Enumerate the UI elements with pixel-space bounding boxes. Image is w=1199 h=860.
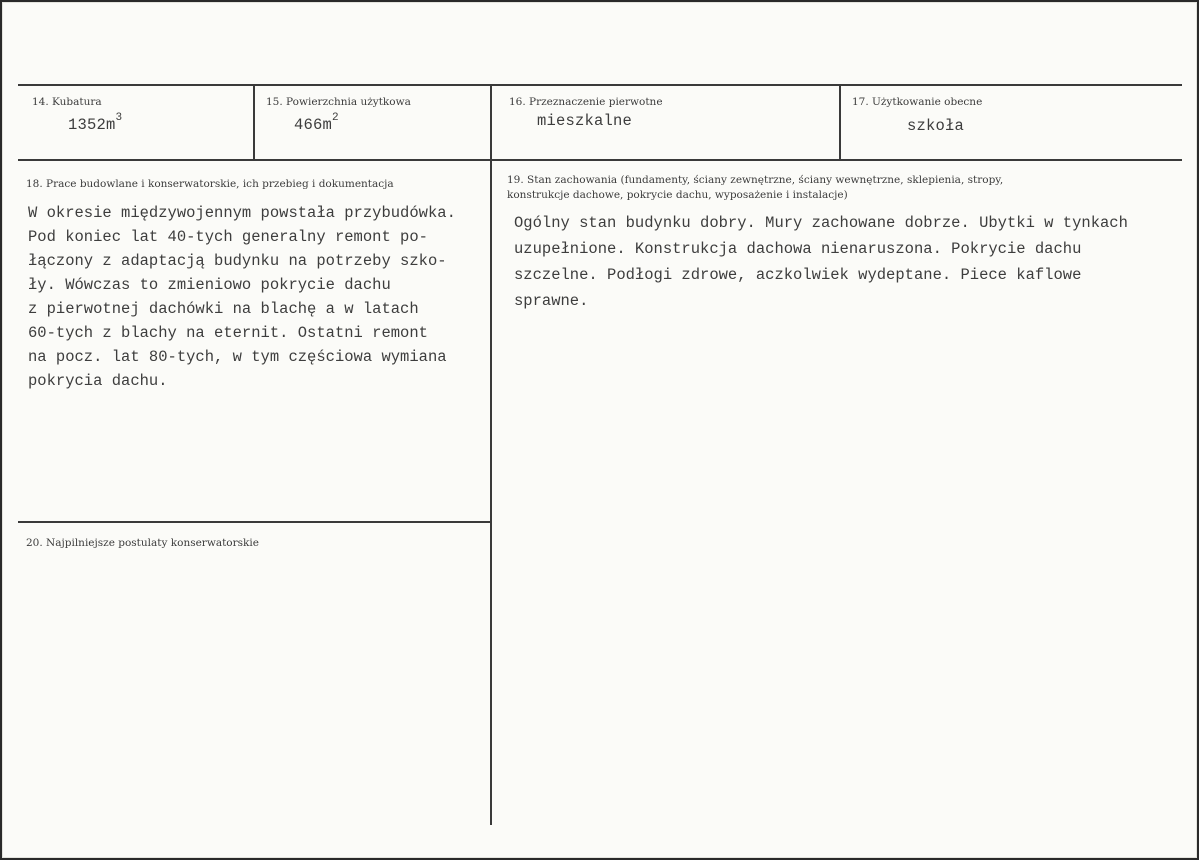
przeznaczenie-value: mieszkalne bbox=[537, 112, 633, 130]
powierzchnia-label: 15. Powierzchnia użytkowa bbox=[266, 96, 411, 108]
stan-line: szczelne. Podłogi zdrowe, aczkolwiek wydeptane. Piece kaflowe bbox=[514, 266, 1082, 284]
col-divider-1 bbox=[253, 85, 255, 160]
prace-text bbox=[28, 201, 456, 393]
prace-line: łączony z adaptacją budynku na potrzeby szko- bbox=[28, 252, 447, 270]
stan-line: uzupełnione. Konstrukcja dachowa nienaruszona. Pokrycie dachu bbox=[514, 240, 1082, 258]
przeznaczenie-label: 16. Przeznaczenie pierwotne bbox=[509, 96, 663, 108]
kubatura-value: $1352m^3$ bbox=[68, 112, 123, 134]
prace-line: ły. Wówczas to zmieniowo pokrycie dachu bbox=[28, 276, 391, 294]
prace-line: Pod koniec lat 40-tych generalny remont po- bbox=[28, 228, 428, 246]
stan-label-line1: 19. Stan zachowania (fundamenty, ściany zewnętrzne, ściany wewnętrzne, sklepienia, stropy, bbox=[507, 174, 1004, 186]
top-rule bbox=[18, 84, 1182, 86]
prace-line: W okresie międzywojennym powstała przybudówka. bbox=[28, 204, 456, 222]
row1-bottom-rule bbox=[18, 159, 1182, 161]
prace-line: na pocz. lat 80-tych, w tym częściowa wymiana bbox=[28, 348, 447, 366]
powierzchnia-value: $466m^2$ bbox=[294, 112, 339, 134]
stan-line: sprawne. bbox=[514, 292, 589, 310]
stan-label-line2: konstrukcje dachowe, pokrycie dachu, wyposażenie i instalacje) bbox=[507, 189, 848, 201]
stan-text bbox=[514, 210, 1128, 314]
postulaty-label: 20. Najpilniejsze postulaty konserwatorskie bbox=[26, 537, 259, 549]
prace-line: 60-tych z blachy na eternit. Ostatni remont bbox=[28, 324, 428, 342]
prace-line: pokrycia dachu. bbox=[28, 372, 168, 390]
stan-line: Ogólny stan budynku dobry. Mury zachowane dobrze. Ubytki w tynkach bbox=[514, 214, 1128, 232]
prace-label: 18. Prace budowlane i konserwatorskie, ich przebieg i dokumentacja bbox=[26, 178, 394, 190]
record-card bbox=[2, 2, 1197, 858]
prace-line: z pierwotnej dachówki na blachę a w latach bbox=[28, 300, 419, 318]
col1-divider-rule bbox=[18, 521, 490, 523]
uzytkowanie-value: szkoła bbox=[907, 117, 965, 135]
uzytkowanie-label: 17. Użytkowanie obecne bbox=[852, 96, 983, 108]
kubatura-label: 14. Kubatura bbox=[32, 96, 102, 108]
col-divider-2 bbox=[490, 85, 492, 825]
col-divider-3 bbox=[839, 85, 841, 160]
